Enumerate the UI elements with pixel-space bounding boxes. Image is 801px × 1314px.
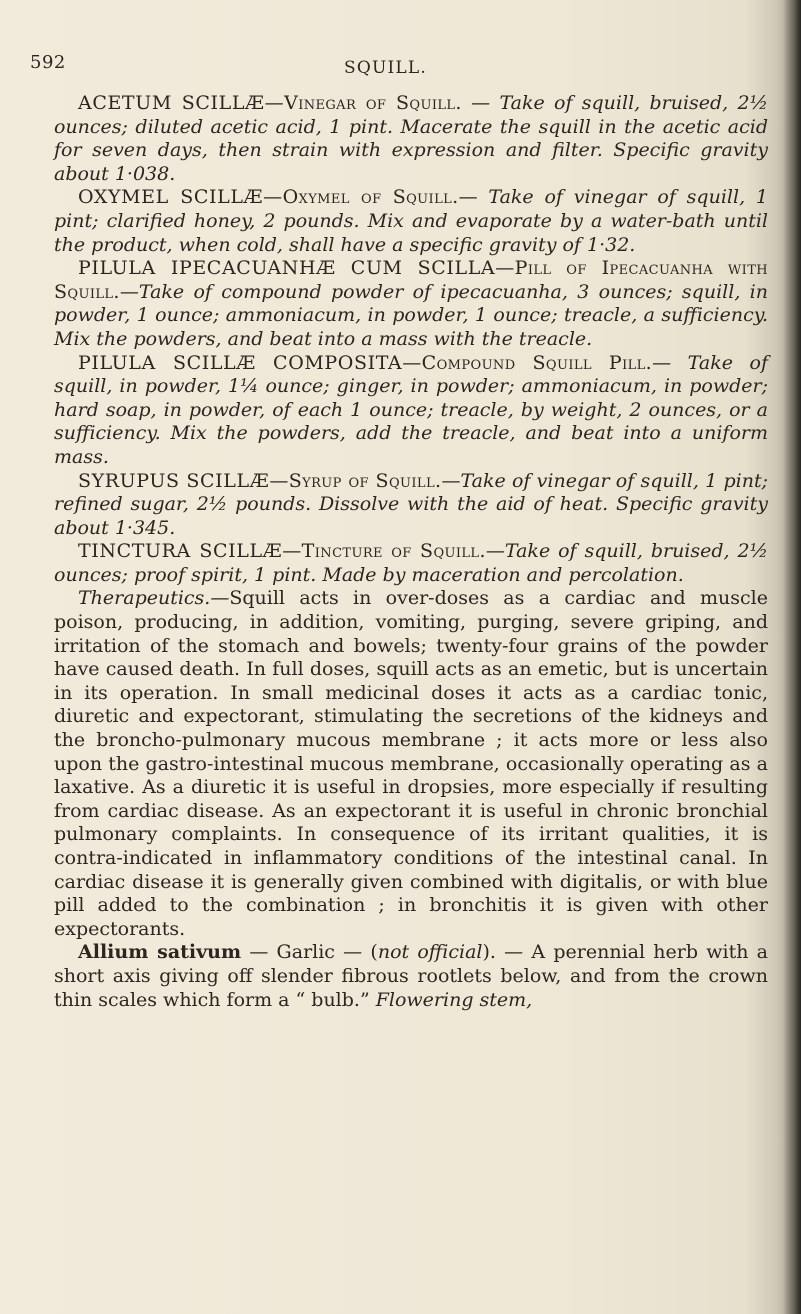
entry-body: —Take of compound powder of ipecacuanha, 3 ounces; squill, in powder, 1 ounce; ammoniacum, in powder, 1 ounce; treacle, a sufficiency. Mix the powders, and beat into a mass with the treacle. bbox=[54, 280, 768, 350]
therapeutics-heading: Therapeutics. bbox=[78, 587, 211, 610]
page-body bbox=[54, 92, 768, 1012]
entry-title: TINCTURA SCILLÆ bbox=[78, 540, 283, 563]
allium-flowering-stem: Flowering stem, bbox=[375, 988, 533, 1011]
entry-pilula-ipecacuanhae bbox=[54, 257, 768, 351]
entry-allium-sativum bbox=[54, 941, 768, 1012]
entry-oxymel-scillae bbox=[54, 186, 768, 257]
entry-title: PILULA SCILLÆ COMPOSITA bbox=[78, 351, 403, 374]
entry-body: — Take of squill, bruised, 2½ ounces; diluted acetic acid, 1 pint. Macerate the squill in the acetic acid for seven days, then strain with expression and filter. Specific gravity about 1·038. bbox=[54, 92, 769, 185]
page-number: 592 bbox=[30, 52, 66, 73]
therapeutics-paragraph bbox=[54, 587, 768, 941]
allium-description: ). — A perennial herb with a short axis giving off slender fibrous rootlets below, and from the crown thin scales which form a “ bulb.” bbox=[54, 941, 769, 1011]
entry-body: — Take of squill, in powder, 1¼ ounce; ginger, in powder; ammoniacum, in powder; hard soap, in powder, of each 1 ounce; treacle, by weight, 2 ounces, or a sufficiency. Mix the powders, add the treacle, and beat into a uniform mass. bbox=[54, 351, 768, 468]
entry-subtitle: —Pill of Ipecacuanha with Squill. bbox=[54, 257, 768, 303]
entry-title: OXYMEL SCILLÆ bbox=[78, 186, 264, 209]
entry-body: — Take of vinegar of squill, 1 pint; clarified honey, 2 pounds. Mix and evaporate by a water-bath until the product, when cold, shall have a specific gravity of 1·32. bbox=[54, 186, 768, 256]
entry-title: PILULA IPECACUANHÆ CUM SCILLA bbox=[78, 257, 496, 280]
entry-subtitle: —Compound Squill Pill. bbox=[402, 351, 653, 374]
entry-subtitle: —Tincture of Squill. bbox=[282, 540, 486, 563]
entry-tinctura-scillae bbox=[54, 540, 768, 587]
entry-acetum-scillae bbox=[54, 92, 768, 186]
entry-subtitle: —Oxymel of Squill. bbox=[263, 186, 459, 209]
page-edge-shadow bbox=[783, 0, 801, 1314]
entry-title: ACETUM SCILLÆ bbox=[78, 92, 265, 114]
entry-subtitle: —Vinegar of Squill. bbox=[264, 92, 462, 114]
entry-pilula-scillae-composita bbox=[54, 352, 768, 470]
therapeutics-body: —Squill acts in over-doses as a cardiac and muscle poison, producing, in addition, vomiting, purging, severe griping, and irritation of the stomach and bowels; twenty-four grains of the powder have caused death. In full doses, squill acts as an emetic, but is uncertain in its operation. In small medicinal doses it acts as a cardiac tonic, diuretic and expectorant, stimulating the secretions of the kidneys and the broncho-pulmonary mucous membrane ; it acts more or less also upon the gastro-intestinal mucous membrane, occasionally operating as a laxative. As a diuretic it is useful in dropsies, more especially if resulting from cardiac disease. As an expectorant it is useful in chronic bronchial pulmonary complaints. In consequence of its irritant qualities, it is contra-indicated in inflammatory conditions of the intestinal canal. In cardiac disease it is generally given combined with digitalis, or with blue pill added to the combination ; in bronchitis it is given with other expectorants. bbox=[54, 587, 768, 940]
entry-syrupus-scillae bbox=[54, 470, 768, 541]
entry-body: —Take of squill, bruised, 2½ ounces; proof spirit, 1 pint. Made by maceration and percolation. bbox=[54, 540, 768, 586]
allium-title: Allium sativum bbox=[78, 941, 242, 964]
entry-subtitle: —Syrup of Squill. bbox=[269, 469, 442, 492]
allium-official: not official bbox=[377, 941, 483, 964]
running-head: SQUILL. bbox=[343, 58, 427, 78]
entry-body: —Take of vinegar of squill, 1 pint; refined sugar, 2½ pounds. Dissolve with the aid of heat. Specific gravity about 1·345. bbox=[54, 469, 768, 539]
allium-dash: — Garlic — ( bbox=[241, 941, 378, 964]
entry-title: SYRUPUS SCILLÆ bbox=[78, 469, 270, 492]
